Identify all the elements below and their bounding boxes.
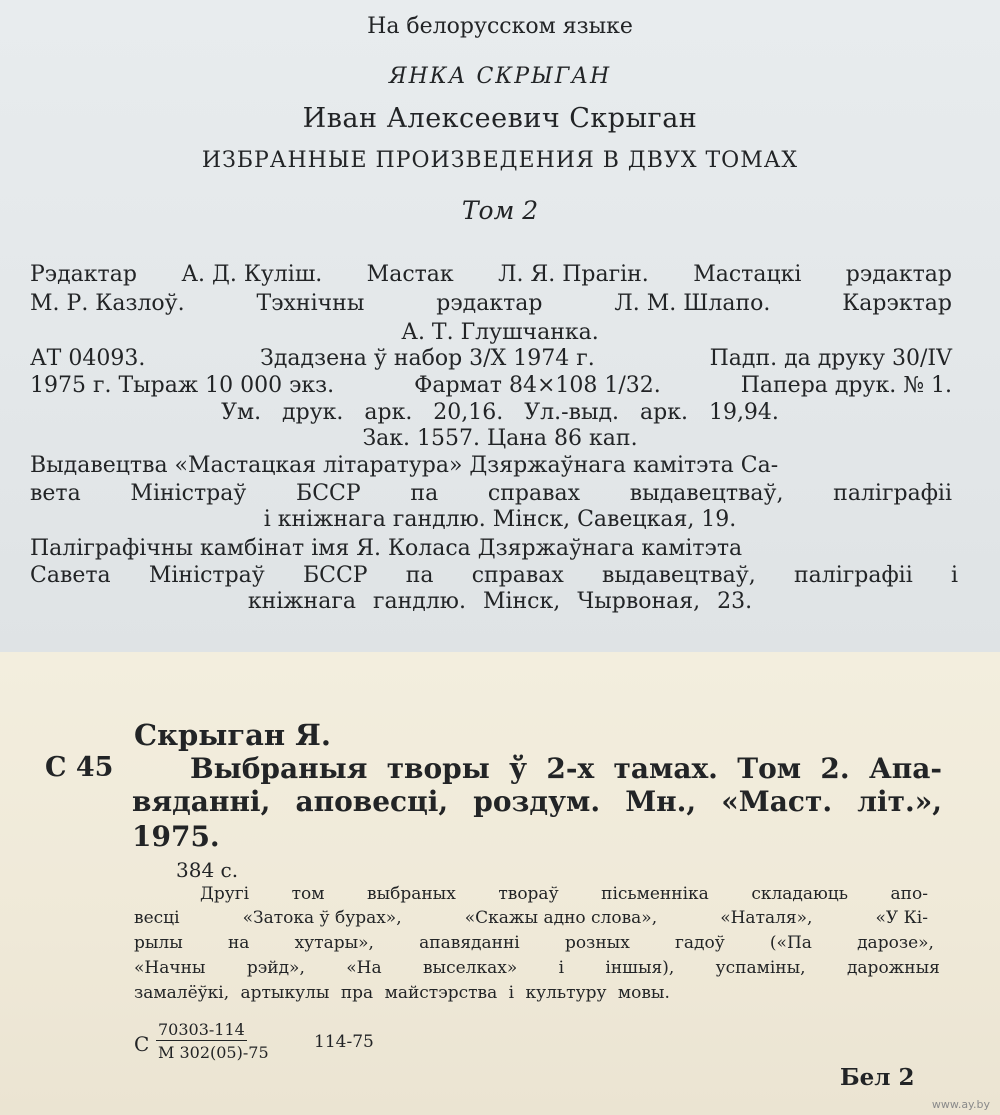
annotation-line-5: замалёўкі, артыкулы пра майстэрства і культуру мовы. bbox=[134, 983, 670, 1003]
card-class-code: С 45 bbox=[45, 752, 114, 783]
catalog-card bbox=[0, 652, 1000, 1115]
annotation-line-3: рылы на хутары», апавяданні розных гадоў («Па дарозе», bbox=[134, 933, 934, 953]
index-suffix: 114-75 bbox=[314, 1032, 374, 1052]
imprint-line-9: вета Міністраў БССР па справах выдавецтваў, паліграфіі bbox=[30, 481, 952, 506]
annotation-line-4: «Начны рэйд», «На выселках» і іншыя), успаміны, дарожныя bbox=[134, 958, 940, 978]
imprint-line-2: М. Р. Казлоў. Тэхнічны рэдактар Л. М. Шлапо. Карэктар bbox=[30, 291, 952, 316]
imprint-line-5: 1975 г. Тыраж 10 000 экз. Фармат 84×108 1/32. Папера друк. № 1. bbox=[30, 373, 952, 398]
imprint-line-10: і кніжнага гандлю. Мінск, Савецкая, 19. bbox=[263, 507, 737, 532]
imprint-line-6: Ум. друк. арк. 20,16. Ул.-выд. арк. 19,94. bbox=[221, 400, 779, 425]
volume-label: Том 2 bbox=[461, 196, 539, 225]
imprint-line-1: Рэдактар А. Д. Куліш. Мастак Л. Я. Прагін. Мастацкі рэдактар bbox=[30, 262, 952, 287]
author-alt-name: ЯНКА СКРЫГАН bbox=[388, 64, 612, 89]
annotation-line-2: весці «Затока ў бурах», «Скажы адно слова», «Наталя», «У Кі- bbox=[134, 908, 928, 928]
annotation-line-1: Другі том выбраных твораў пісьменніка складаюць апо- bbox=[200, 884, 928, 904]
card-title-line-2: вяданні, аповесці, роздум. Мн., «Маст. літ.», bbox=[132, 785, 942, 818]
imprint-line-11: Паліграфічны камбінат імя Я. Коласа Дзяржаўнага камітэта bbox=[30, 536, 743, 561]
language-note: На белорусском языке bbox=[367, 14, 633, 39]
shelf-mark: Бел 2 bbox=[840, 1064, 915, 1091]
imprint-line-13: кніжнага гандлю. Мінск, Чырвоная, 23. bbox=[247, 589, 753, 614]
card-title-line-1: Выбраныя творы ў 2-х тамах. Том 2. Апа- bbox=[190, 752, 942, 785]
watermark: www.ay.by bbox=[931, 1098, 990, 1111]
card-author: Скрыган Я. bbox=[134, 718, 331, 752]
index-denominator: М 302(05)-75 bbox=[158, 1043, 269, 1062]
imprint-line-7: Зак. 1557. Цана 86 кап. bbox=[362, 426, 638, 451]
card-pages: 384 с. bbox=[176, 858, 239, 882]
imprint-line-8: Выдавецтва «Мастацкая літаратура» Дзяржаўнага камітэта Са- bbox=[30, 453, 779, 478]
work-title: ИЗБРАННЫЕ ПРОИЗВЕДЕНИЯ В ДВУХ ТОМАХ bbox=[201, 148, 799, 173]
card-title-line-3: 1975. bbox=[132, 820, 220, 853]
index-prefix: С bbox=[134, 1032, 150, 1056]
author-full-name: Иван Алексеевич Скрыган bbox=[302, 103, 698, 134]
imprint-line-3: А. Т. Глушчанка. bbox=[401, 320, 599, 345]
index-numerator: 70303-114 bbox=[158, 1020, 245, 1039]
imprint-line-12: Савета Міністраў БССР па справах выдавецтваў, паліграфіі і bbox=[30, 563, 958, 588]
imprint-line-4: АТ 04093. Здадзена ў набор 3/Х 1974 г. Падп. да друку 30/IV bbox=[30, 346, 952, 371]
